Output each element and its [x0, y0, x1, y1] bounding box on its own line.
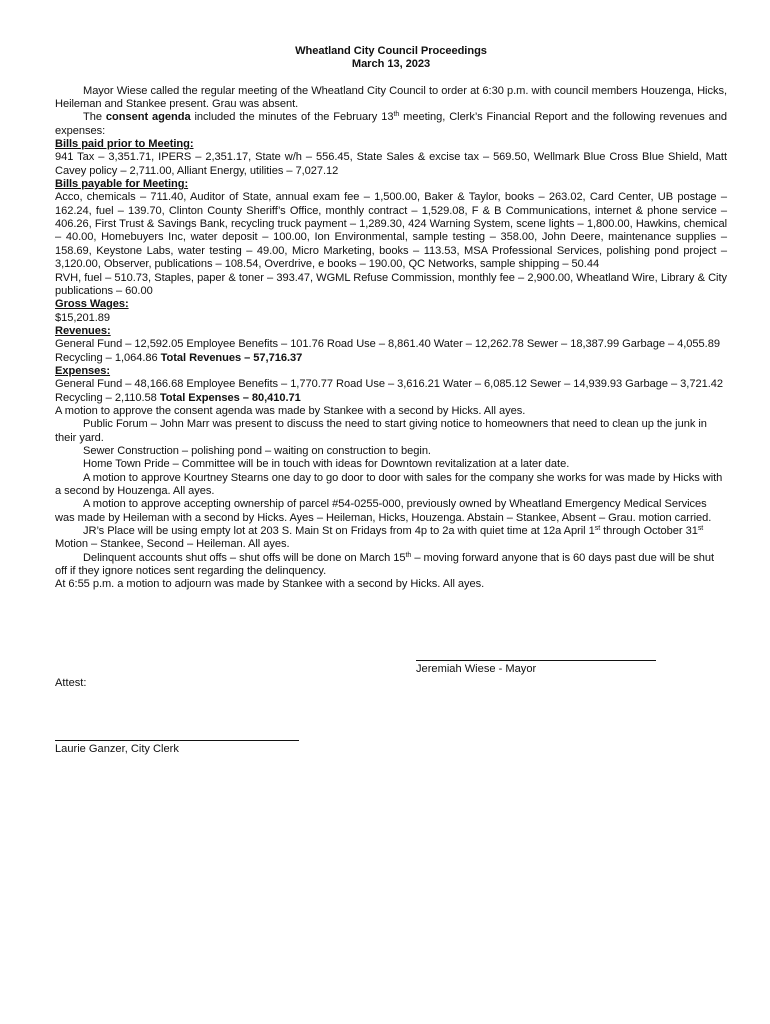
expenses-text: General Fund – 48,166.68 Employee Benefits – 1,770.77 Road Use – 3,616.21 Water – 6,085.12 Sewer – 14,939.93 Garbage – 3,721.42 Recycling – 2,110.58 Total Expenses – 80,410.71	[55, 378, 723, 404]
consent-agenda-paragraph: The consent agenda included the minutes of the February 13th meeting, Clerk’s Financial Report and the following revenues and expenses:	[55, 111, 727, 137]
gross-wages-heading: Gross Wages:	[55, 298, 129, 311]
sewer-construction-paragraph: Sewer Construction – polishing pond – waiting on construction to begin.	[83, 444, 431, 457]
meeting-date: March 13, 2023	[351, 58, 431, 71]
jrs-place-paragraph: JR’s Place will be using empty lot at 203 S. Main St on Fridays from 4p to 2a with quiet time at 12a April 1st through October 31st Motion – Stankee, Second – Heileman. All ayes.	[55, 525, 704, 551]
attest-label: Attest:	[55, 677, 87, 689]
parcel-motion-paragraph: A motion to approve accepting ownership of parcel #54-0255-000, previously owned by Wheatland Emergency Medical Services was made by Heileman with a second by Hicks. Ayes – Heileman, Hicks, Houzenga. Abstain – Stankee, Absent – Grau. motion carried.	[55, 498, 712, 524]
adjourn-paragraph: At 6:55 p.m. a motion to adjourn was made by Stankee with a second by Hicks. All ayes.	[55, 578, 485, 591]
bills-prior-text: 941 Tax – 3,351.71, IPERS – 2,351.17, State w/h – 556.45, State Sales & excise tax – 569.50, Wellmark Blue Cross Blue Shield, Matt Cavey policy – 2,711.00, Alliant Energy, utilities – 7,027.12	[55, 151, 727, 177]
clerk-signature-line	[55, 740, 299, 741]
bills-payable-text-continued: RVH, fuel – 510.73, Staples, paper & toner – 393.47, WGML Refuse Commission, monthly fee – 2,900.00, Wheatland Wire, Library & City publications – 60.00	[55, 271, 727, 297]
delinquent-accounts-paragraph: Delinquent accounts shut offs – shut offs will be done on March 15th – moving forward anyone that is 60 days past due will be shut off if they ignore notices sent regarding the delinquency.	[55, 551, 715, 578]
stearns-motion-paragraph: A motion to approve Kourtney Stearns one day to go door to door with sales for the company she works for was made by Hicks with a second by Houzenga. All ayes.	[55, 471, 723, 497]
expenses-heading: Expenses:	[55, 364, 111, 377]
consent-motion: A motion to approve the consent agenda was made by Stankee with a second by Hicks. All ayes.	[55, 404, 526, 417]
consent-agenda-bold: consent agenda	[105, 111, 191, 124]
document-title: Wheatland City Council Proceedings	[295, 45, 487, 57]
bills-payable-text: Acco, chemicals – 711.40, Auditor of State, annual exam fee – 1,500.00, Baker & Taylor, books – 263.02, Card Center, UB postage – 162.24, fuel – 139.70, Clinton County Sheriff’s Office, monthly contract – 1,529.08, F & B Communications, internet & phone service – 406.26, First Trust & Savings Bank, recycling truck payment – 1,289.30, 424 Warning System, scene lights – 1,800.00, Hawkins, chemical – 40.00, Homebuyers Inc, water deposit – 100.00, Ion Environmental, sample testing – 358.00, John Deere, maintenance supplies – 158.69, Keystone Labs, water testing – 49.00, Micro Marketing, books – 113.53, MSA Professional Services, polishing pond project – 3,120.00, Observer, publications – 108.54, Overdrive, e books – 190.00, QC Networks, sample shipping – 50.44	[55, 191, 727, 271]
clerk-name: Laurie Ganzer, City Clerk	[55, 743, 179, 755]
public-forum-paragraph: Public Forum – John Marr was present to discuss the need to start giving notice to homeowners that need to clean up the junk in their yard.	[55, 418, 707, 444]
bills-payable-heading: Bills payable for Meeting:	[55, 178, 189, 191]
proceedings-body	[55, 45, 727, 592]
expenses-total: Total Expenses – 80,410.71	[159, 391, 301, 404]
mayor-signature-line	[416, 660, 656, 661]
revenues-text: General Fund – 12,592.05 Employee Benefits – 101.76 Road Use – 8,861.40 Water – 12,262.78 Sewer – 18,387.99 Garbage – 4,055.89 Recycling – 1,064.86 Total Revenues – 57,716.37	[55, 338, 720, 364]
gross-wages-value: $15,201.89	[55, 311, 111, 324]
home-town-pride-paragraph: Home Town Pride – Committee will be in touch with ideas for Downtown revitalization at a later date.	[83, 458, 570, 471]
revenues-total: Total Revenues – 57,716.37	[160, 351, 303, 364]
bills-prior-heading: Bills paid prior to Meeting:	[55, 138, 194, 151]
mayor-name: Jeremiah Wiese - Mayor	[416, 663, 537, 675]
revenues-heading: Revenues:	[55, 324, 111, 337]
opening-paragraph: Mayor Wiese called the regular meeting of the Wheatland City Council to order at 6:30 p.m. with council members Houzenga, Hicks, Heileman and Stankee present. Grau was absent.	[55, 84, 727, 111]
